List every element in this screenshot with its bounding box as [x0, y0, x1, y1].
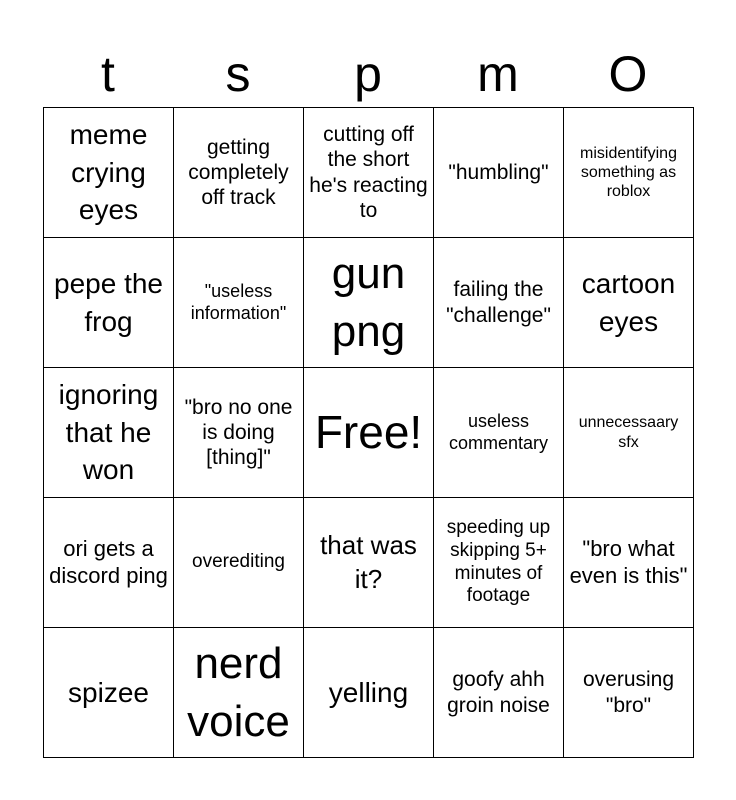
board-row — [44, 498, 694, 628]
bingo-cell[interactable]: pepe the frog — [44, 238, 174, 368]
board-row — [44, 108, 694, 238]
header-letter: m — [477, 46, 519, 102]
bingo-cell[interactable]: "bro what even is this" — [564, 498, 694, 628]
bingo-cell[interactable]: useless commentary — [434, 368, 564, 498]
header-letter: p — [354, 46, 382, 102]
header-letter: s — [225, 46, 251, 102]
bingo-cell[interactable]: overusing "bro" — [564, 628, 694, 758]
bingo-cell[interactable]: ignoring that he won — [44, 368, 174, 498]
bingo-cell[interactable]: "bro no one is doing [thing]" — [174, 368, 304, 498]
bingo-cell[interactable]: that was it? — [304, 498, 434, 628]
board-row — [44, 628, 694, 758]
bingo-cell[interactable]: "humbling" — [434, 108, 564, 238]
bingo-board — [43, 107, 694, 758]
bingo-cell[interactable]: ori gets a discord ping — [44, 498, 174, 628]
bingo-cell[interactable]: unnecessaary sfx — [564, 368, 694, 498]
bingo-cell[interactable]: gun png — [304, 238, 434, 368]
bingo-cell[interactable]: goofy ahh groin noise — [434, 628, 564, 758]
bingo-cell[interactable]: meme crying eyes — [44, 108, 174, 238]
bingo-cell[interactable]: misidentifying something as roblox — [564, 108, 694, 238]
bingo-cell[interactable]: cartoon eyes — [564, 238, 694, 368]
bingo-cell[interactable]: speeding up skipping 5+ minutes of footage — [434, 498, 564, 628]
bingo-cell[interactable]: failing the "challenge" — [434, 238, 564, 368]
bingo-header — [43, 40, 693, 108]
board-row — [44, 368, 694, 498]
board-row — [44, 238, 694, 368]
bingo-cell[interactable]: "useless information" — [174, 238, 304, 368]
header-letter: O — [608, 46, 648, 102]
header-letter: t — [101, 46, 115, 102]
bingo-cell[interactable]: overediting — [174, 498, 304, 628]
bingo-cell[interactable]: spizee — [44, 628, 174, 758]
bingo-cell[interactable]: nerd voice — [174, 628, 304, 758]
bingo-cell[interactable]: yelling — [304, 628, 434, 758]
free-space[interactable]: Free! — [304, 368, 434, 498]
bingo-cell[interactable]: cutting off the short he's reacting to — [304, 108, 434, 238]
bingo-cell[interactable]: getting completely off track — [174, 108, 304, 238]
